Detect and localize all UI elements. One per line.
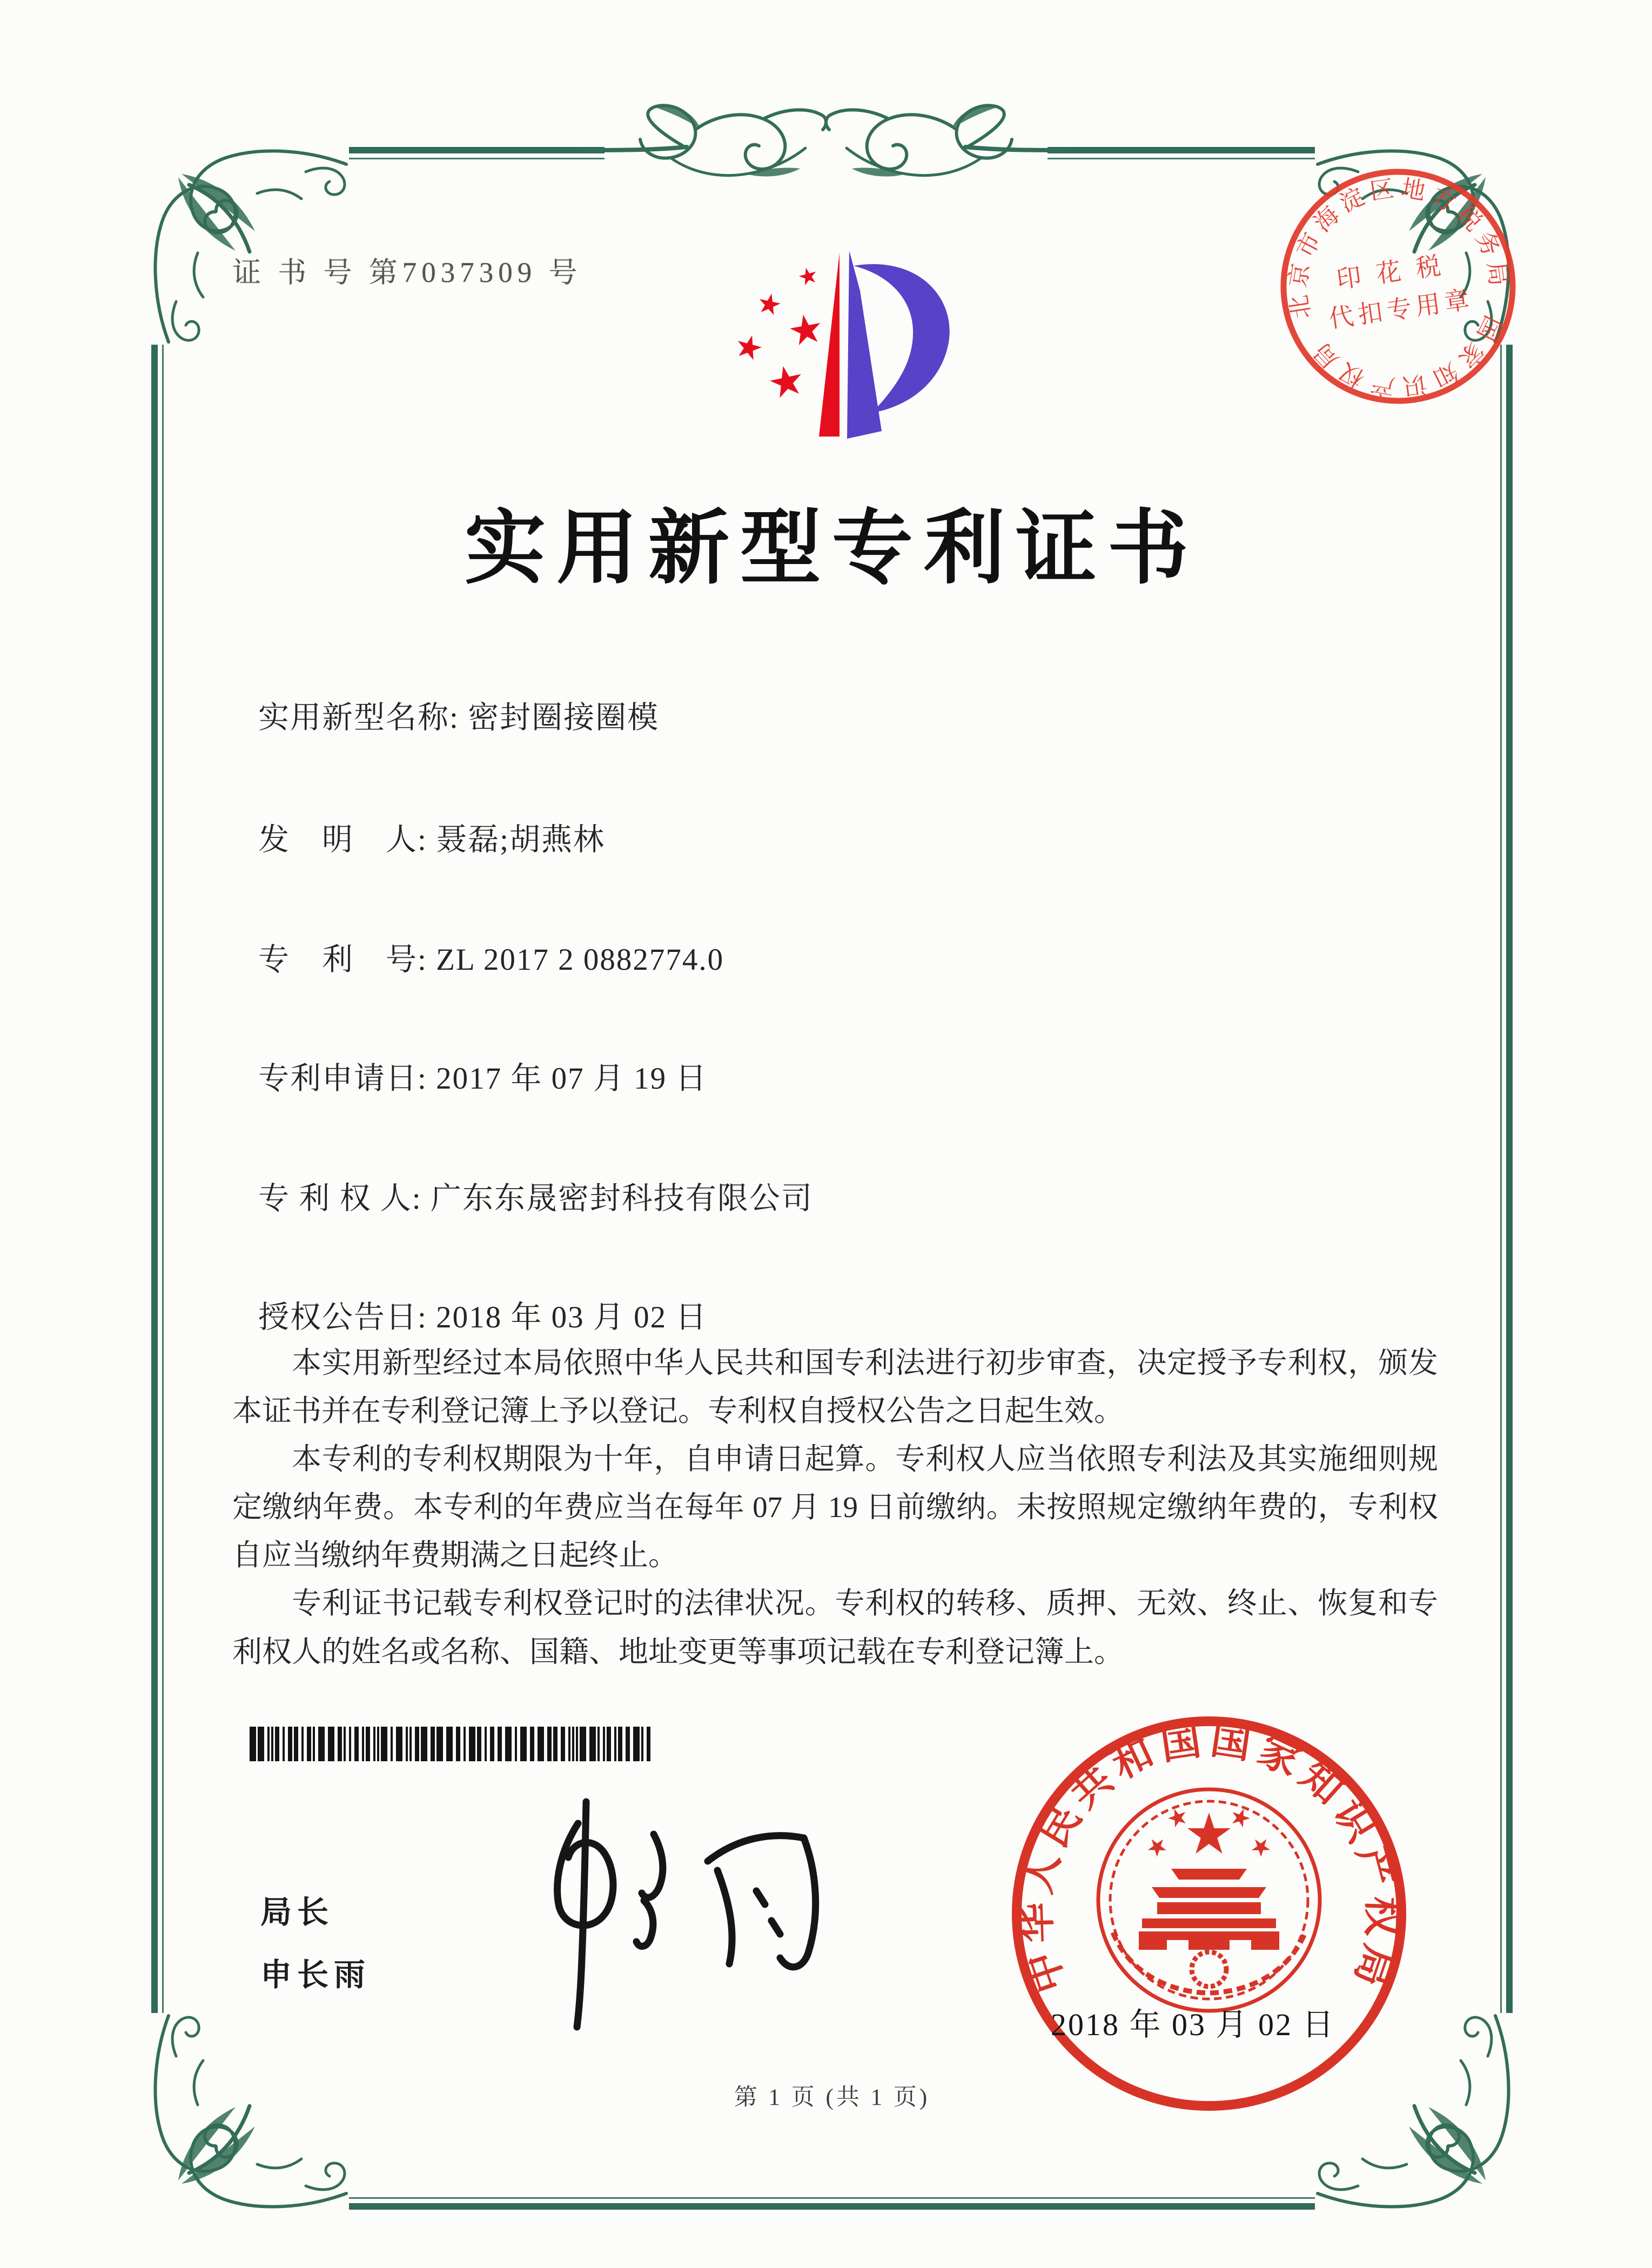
barcode (250, 1727, 650, 1761)
certificate-title: 实用新型专利证书 (464, 504, 1199, 594)
seal-date: 2018 年 03 月 02 日 (1051, 2007, 1335, 2042)
field-patentee: 专 利 权 人: 广东东晟密封科技有限公司 (258, 1182, 813, 1216)
page-footer: 第 1 页 (共 1 页) (734, 2085, 930, 2110)
svg-text:中华人民共和国国家知识产权局 (1014, 1718, 1404, 1998)
top-center-flourish (572, 96, 1080, 210)
stamp-center-line1: 印花税 (1334, 250, 1458, 294)
stamp-center-line2: 代扣专用章 (1327, 285, 1476, 333)
field-grant-date: 授权公告日: 2018 年 03 月 02 日 (258, 1300, 708, 1334)
field-utility-model-name: 实用新型名称: 密封圈接圈模 (258, 701, 660, 735)
field-inventors: 发 明 人: 聂磊;胡燕林 (258, 823, 605, 857)
seal-ring-text: 中华人民共和国国家知识产权局 (1013, 1717, 1405, 1998)
corner-flourish-top-left (144, 139, 349, 345)
stamp-arc-top-text: 北京市海淀区地方税务局 (1284, 175, 1513, 321)
paragraph-register: 专利证书记载专利权登记时的法律状况。专利权的转移、质押、无效、终止、恢复和专利权人的姓名或名称、国籍、地址变更等事项记载在专利登记簿上。 (232, 1587, 1438, 1668)
director-title-label: 局长 (260, 1895, 334, 1930)
legal-text-block (232, 1339, 1438, 1676)
stamp-arc-bottom-text: 国家知识产权局 (1304, 311, 1506, 400)
director-name: 申长雨 (260, 1957, 371, 1992)
cnipa-official-seal (1004, 1708, 1414, 2119)
certificate-number: 证 书 号 第7037309 号 (232, 257, 582, 288)
field-patent-number: 专 利 号: ZL 2017 2 0882774.0 (258, 943, 724, 977)
corner-flourish-bottom-left (144, 2013, 349, 2218)
cnipa-logo-icon (702, 231, 972, 466)
field-filing-date: 专利申请日: 2017 年 07 月 19 日 (258, 1062, 708, 1096)
paragraph-term-fees: 本专利的专利权期限为十年，自申请日起算。专利权人应当依照专利法及其实施细则规定缴纳年费。本专利的年费应当在每年 07 月 19 日前缴纳。未按照规定缴纳年费的，专利权自应当缴纳年费期满之日起终止。 (232, 1442, 1438, 1572)
tax-office-stamp (1252, 140, 1544, 433)
national-emblem-icon (1098, 1789, 1320, 2011)
director-signature (475, 1794, 908, 2037)
paragraph-grant: 本实用新型经过本局依照中华人民共和国专利法进行初步审查，决定授予专利权，颁发本证书并在专利登记簿上予以登记。专利权自授权公告之日起生效。 (232, 1346, 1438, 1428)
